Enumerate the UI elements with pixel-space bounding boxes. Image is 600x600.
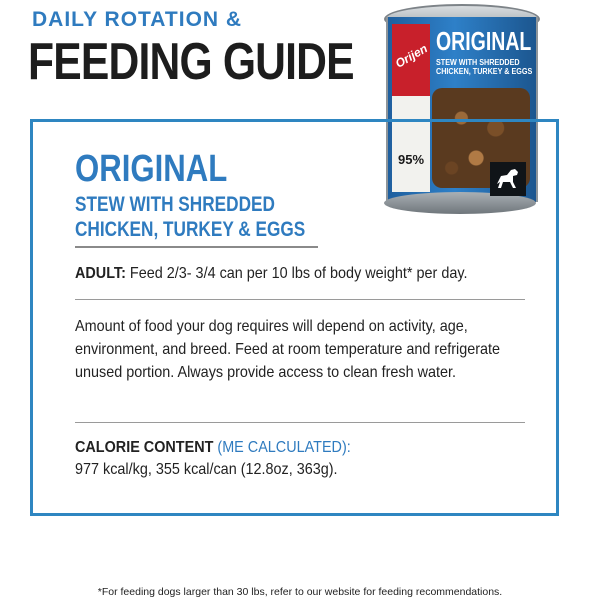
adult-text: Feed 2/3- 3/4 can per 10 lbs of body weight* per day. (125, 265, 468, 282)
divider (75, 246, 318, 248)
page-title: FEEDING GUIDE (28, 33, 354, 91)
can-title: ORIGINAL (436, 26, 532, 56)
feeding-paragraph: Amount of food your dog requires will depend on activity, age, environment, and breed. Feed at room temperature and refrigerate unused portion. Always provide access to clean fresh water. (75, 318, 501, 381)
divider (75, 299, 525, 300)
calorie-note: (ME CALCULATED): (217, 439, 351, 456)
product-subtitle-line1: STEW WITH SHREDDED (75, 193, 275, 216)
divider (75, 422, 525, 423)
can-subtitle-line1: STEW WITH SHREDDED (436, 58, 520, 67)
adult-label: ADULT: (75, 265, 126, 282)
eyebrow-title: DAILY ROTATION & (32, 8, 243, 31)
product-title: ORIGINAL (75, 148, 228, 190)
calorie-label: CALORIE CONTENT (75, 439, 218, 456)
product-subtitle (75, 192, 305, 242)
adult-feeding-instructions (75, 265, 467, 283)
product-subtitle-line2: CHICKEN, TURKEY & EGGS (75, 218, 306, 241)
can-brand-logo: Orijen (392, 41, 430, 71)
can-subtitle (436, 58, 532, 76)
footnote: *For feeding dogs larger than 30 lbs, refer to our website for feeding recommendations. (97, 586, 503, 598)
can-subtitle-line2: CHICKEN, TURKEY & EGGS (436, 67, 533, 76)
calorie-heading (75, 439, 351, 457)
calorie-value: 977 kcal/kg, 355 kcal/can (12.8oz, 363g). (75, 461, 338, 478)
can-badge: 95% (398, 152, 425, 167)
feeding-guide-box (30, 119, 559, 516)
